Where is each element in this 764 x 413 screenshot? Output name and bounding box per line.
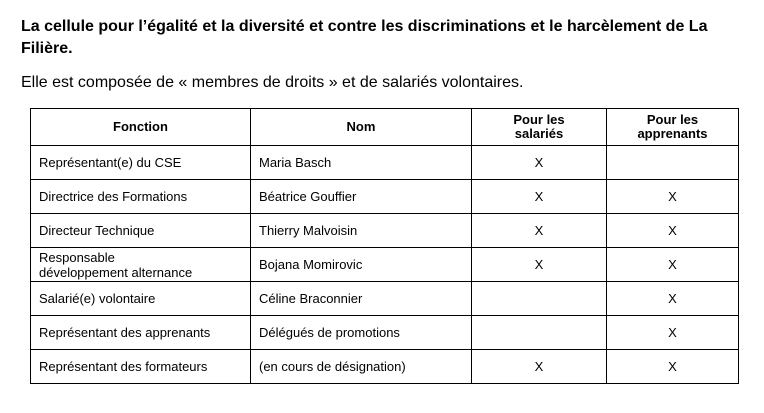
cell-nom: (en cours de désignation)	[251, 350, 472, 384]
cell-apprenants-mark	[607, 146, 739, 180]
page-heading: La cellule pour l’égalité et la diversité et contre les discriminations et le harcèlement de La Filière.	[21, 18, 708, 57]
header-pour-salaries-line1: Pour les	[513, 112, 565, 127]
cell-fonction-line2: développement alternance	[39, 264, 193, 280]
cell-fonction: Directeur Technique	[31, 214, 251, 248]
header-nom: Nom	[251, 109, 472, 146]
table-row	[31, 180, 739, 214]
header-pour-apprenants-line2: apprenants	[637, 126, 708, 141]
table-row	[31, 146, 739, 180]
cell-nom: Bojana Momirovic	[251, 248, 472, 282]
intro-text: Elle est composée de « membres de droits » et de salariés volontaires.	[21, 74, 524, 91]
table-header-row	[31, 109, 739, 146]
cell-apprenants-mark: X	[607, 214, 739, 248]
table-row	[31, 248, 739, 282]
header-pour-salaries-line2: salariés	[514, 126, 564, 141]
header-pour-apprenants-line1: Pour les	[646, 112, 699, 127]
table-row	[31, 316, 739, 350]
cell-fonction: Représentant(e) du CSE	[31, 146, 251, 180]
cell-fonction-line1: Responsable	[39, 249, 115, 265]
cell-nom: Béatrice Gouffier	[251, 180, 472, 214]
cell-nom: Thierry Malvoisin	[251, 214, 472, 248]
cell-apprenants-mark: X	[607, 180, 739, 214]
cell-apprenants-mark: X	[607, 248, 739, 282]
header-fonction: Fonction	[31, 109, 251, 146]
header-pour-salaries	[472, 109, 607, 146]
cell-fonction: Salarié(e) volontaire	[31, 282, 251, 316]
cell-apprenants-mark: X	[607, 350, 739, 384]
table-row	[31, 350, 739, 384]
table-row	[31, 282, 739, 316]
cell-salaries-mark: X	[472, 350, 607, 384]
cell-salaries-mark: X	[472, 146, 607, 180]
cell-apprenants-mark: X	[607, 282, 739, 316]
cell-apprenants-mark: X	[607, 316, 739, 350]
cell-salaries-mark: X	[472, 180, 607, 214]
cell-fonction: Représentant des apprenants	[31, 316, 251, 350]
table-row	[31, 214, 739, 248]
members-table	[30, 108, 739, 384]
cell-fonction: Directrice des Formations	[31, 180, 251, 214]
cell-salaries-mark	[472, 282, 607, 316]
cell-salaries-mark	[472, 316, 607, 350]
cell-fonction	[31, 248, 251, 282]
cell-nom: Céline Braconnier	[251, 282, 472, 316]
header-pour-apprenants	[607, 109, 739, 146]
cell-salaries-mark: X	[472, 248, 607, 282]
cell-fonction: Représentant des formateurs	[31, 350, 251, 384]
cell-nom: Délégués de promotions	[251, 316, 472, 350]
cell-salaries-mark: X	[472, 214, 607, 248]
cell-nom: Maria Basch	[251, 146, 472, 180]
